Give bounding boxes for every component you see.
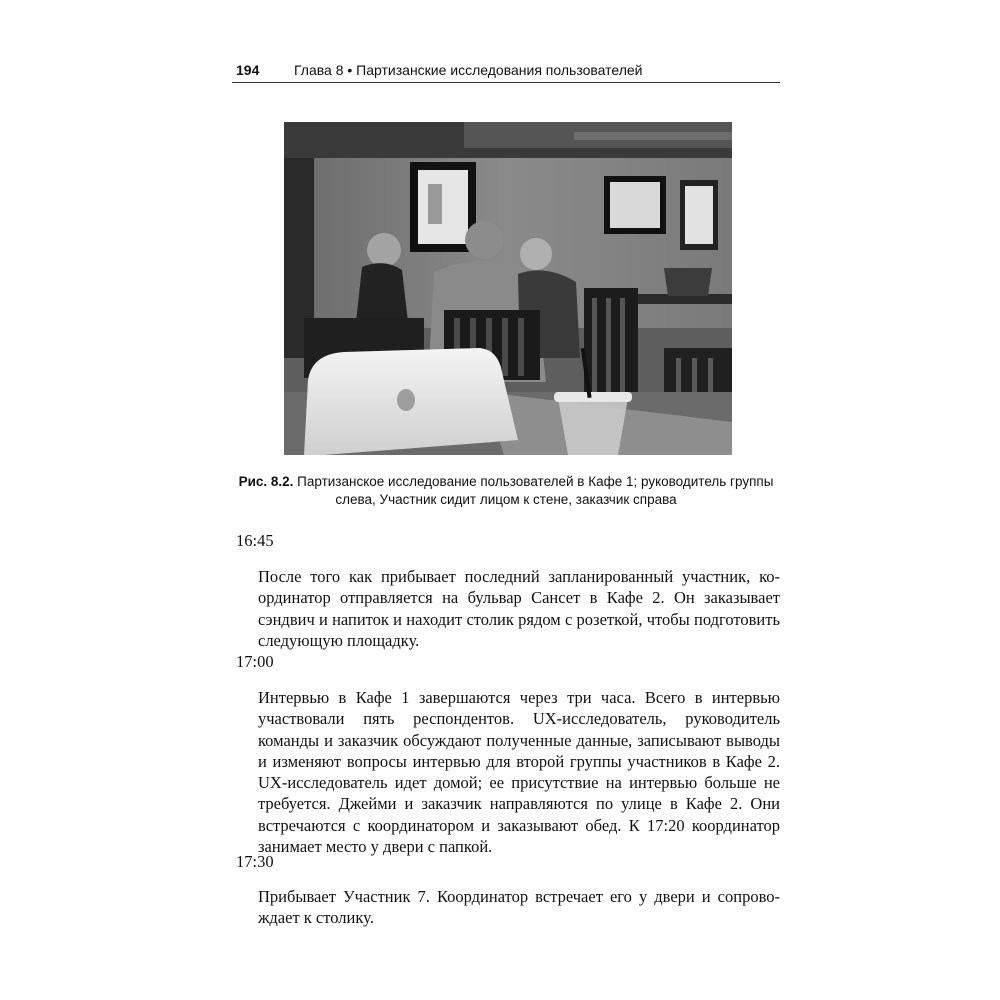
cafe-photo <box>284 122 732 455</box>
paragraph: Интервью в Кафе 1 завершаются через три часа. Всего в интервью участвовали пять респондентов. UX-исследователь, руководитель команды и заказчик обсуждают полученные данные, записывают выводы и изменяют вопросы интервью для второй группы участников в Кафе 2. UX-исследователь идет домой; ее присутствие на интервью больше не требуется. Джейми и заказчик направляются по улице в Кафе 2. Они встречаются с координатором и заказывают обед. К 17:20 координатор занимает место у двери с папкой. <box>258 688 780 857</box>
cafe-photo-illustration <box>284 122 732 455</box>
chapter-title: Глава 8 • Партизанские исследования пользователей <box>294 62 643 78</box>
paragraph: После того как прибывает последний запланированный участник, координатор отправляется на бульвар Сансет в Кафе 2. Он заказывает сэндвич и напиток и находит столик рядом с розеткой, чтобы подготовить следующую площадку. <box>258 567 780 650</box>
paragraph: Прибывает Участник 7. Координатор встречает его у двери и сопровождает к столику. <box>258 887 780 928</box>
time-stamp: 17:00 <box>236 652 274 671</box>
figure-caption <box>232 473 780 509</box>
caption-text: Партизанское исследование пользователей в Кафе 1; руководитель группы слева, Участник сидит лицом к стене, заказчик справа <box>293 474 774 507</box>
page-number: 194 <box>236 62 260 78</box>
caption-label: Рис. 8.2. <box>238 474 294 489</box>
time-stamp: 16:45 <box>236 531 274 550</box>
running-head <box>232 62 780 83</box>
time-stamp: 17:30 <box>236 852 274 871</box>
